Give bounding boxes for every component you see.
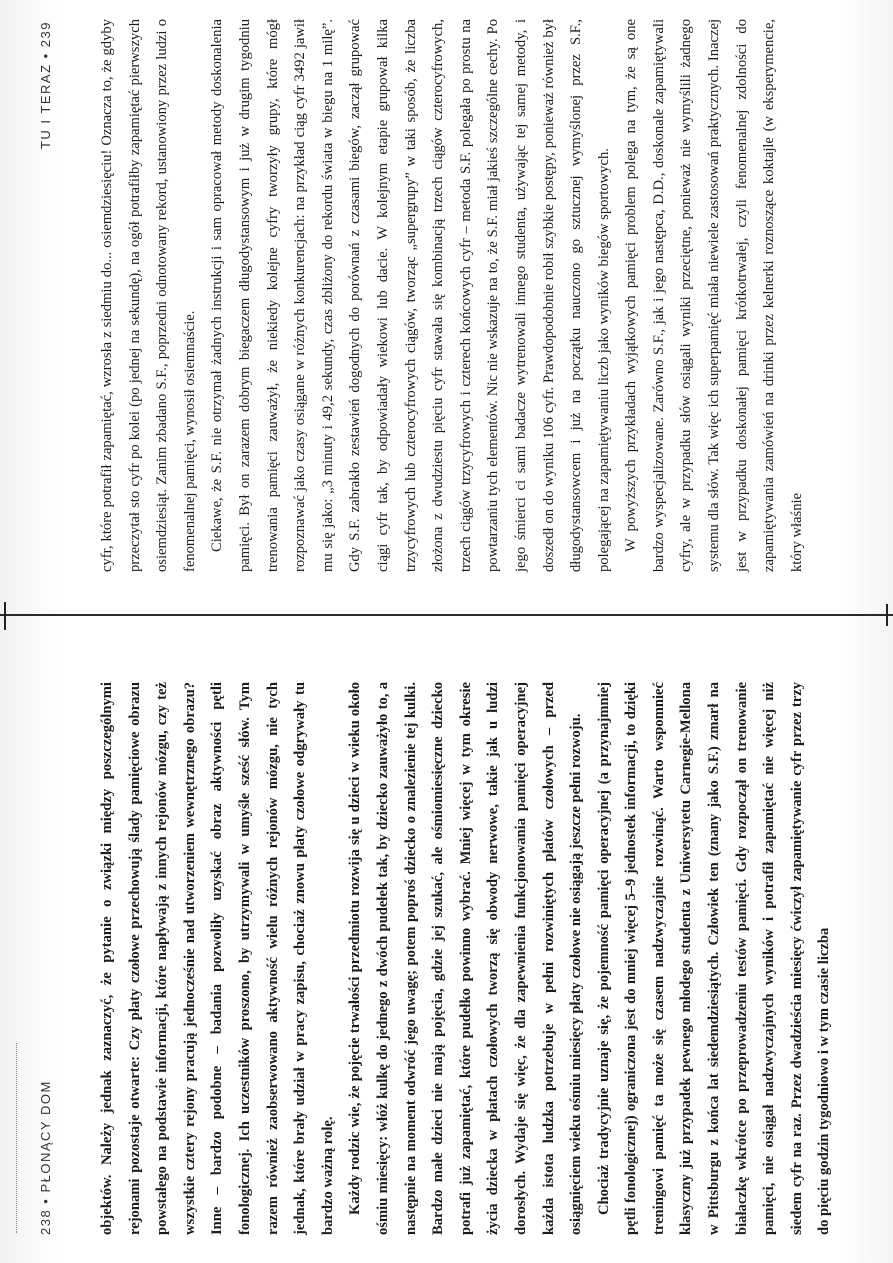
right-paragraph-3: W powyższych przykładach wyjątkowych pamięci problem polega na tym, że są one bardzo wyspecjalizowane. Zarówno S.F., jak i jego następca, D.D., doskonale zapamiętywali cyfry, ale w przypadku słów osiągali wyniki przeciętne, ponieważ nie wymyślili żadnego systemu dla słów. Tak więc ich superpamięć miała niewiele zastosowań praktycznych. Inaczej jest w przypadku doskonałej pamięci krótkotrwałej, czyli fenomenalnej zdolności do zapamiętywania zamówień na drinki przez kelnerki roznoszące koktajle (w eksperymencie, który właśnie <box>623 19 805 572</box>
left-page <box>0 632 893 1263</box>
right-paragraph-1: cyfr, które potrafił zapamiętać, wzrosła z siedmiu do... osiemdziesięciu! Oznacza to, że gdyby przeczytał sto cyfr po kolei (po jednej na sekundę), na ogół potrafiłby zapamiętać pierwszych osiemdziesiąt. Zanim zbadano S.F., poprzedni odnotowany rekord, ustanowiony przez ludzi o fenomenalnej pamięci, wynosił osiemnaście. <box>99 19 198 572</box>
left-paragraph-2: Każdy rodzic wie, że pojęcie trwałości przedmiotu rozwija się u dzieci w wieku około ośmiu miesięcy: włóż kulkę do jednego z dwóch pudełek tak, by dziecko zauważyło to, a następnie na moment odwróć jego uwagę; potem poproś dziecko o znalezienie tej kulki. Bardzo małe dzieci nie mają pojęcia, gdzie jej szukać, ale ośmiomiesięczne dziecko potrafi już zapamiętać, które pudełko powinno wybrać. Mniej więcej w tym okresie życia dziecka w płatach czołowych tworzą się obwody nerwowe, takie jak u ludzi dorosłych. Wydaje się więc, że dla zapewnienia funkcjonowania pamięci operacyjnej każda istota ludzka potrzebuje w pełni rozwiniętych płatów czołowych – przed osiągnięciem wieku ośmiu miesięcy płaty czołowe nie osiągają jeszcze pełni rozwoju. <box>347 682 585 1235</box>
left-running-head: 238 • PŁONĄCY DOM <box>38 1080 53 1235</box>
left-paragraph-3: Chociaż tradycyjnie uznaje się, że pojemność pamięci operacyjnej (a przynajmniej pętli fonologicznej) ograniczona jest do mniej więcej 5–9 jednostek informacji, to dzięki treningowi pamięć ta może się czasem nadzwyczajnie rozwinąć. Warto wspomnieć klasyczny już przypadek pewnego młodego studenta z Uniwersytetu Carnegie-Mellona w Pittsburgu z końca lat siedemdziesiątych. Człowiek ten (znany jako S.F.) zmarł na białaczkę wkrótce po przeprowadzeniu testów pamięci. Gdy rozpoczął on trenowanie pamięci, nie osiągał nadzwyczajnych wyników i potrafił zapamiętać nie więcej niż siedem cyfr na raz. Przez dwadzieścia miesięcy ćwiczył zapamiętywanie cyfr przez trzy do pięciu godzin tygodniowo i w tym czasie liczba <box>595 682 833 1235</box>
left-paragraph-1: objektów. Należy jednak zaznaczyć, że pytanie o związki między poszczególnymi rejonami pozostaje otwarte: Czy płaty czołowe przechowują ślady pamięciowe obrazu powstałego na podstawie informacji, które napływają z innych rejonów mózgu, czy też wszystkie cztery rejony pracują jednocześnie nad utworzeniem wewnętrznego obrazu? Inne – bardzo podobne – badania pozwoliły uzyskać obraz aktywności pętli fonologicznej. Ich uczestników proszono, by utrzymywali w umyśle sześć słów. Tym razem również zaobserwowano aktywność wielu różnych rejonów mózgu, nie tych jednak, które brały udział w pracy zapisu, chociaż znowu płaty czołowe odgrywały tu bardzo ważną rolę. <box>99 682 336 1235</box>
dotted-rule <box>16 1043 17 1233</box>
right-paragraph-2: Ciekawe, że S.F. nie otrzymał żadnych instrukcji i sam opracował metody doskonalenia pamięci. Był on zarazem dobrym biegaczem długodystansowym i już w drugim tygodniu trenowania pamięci zauważył, że niekiedy kolejne cyfry tworzyły grupy, które mógł rozpoznawać jako czasy osiągane w różnych konkurencjach: na przykład ciąg cyfr 3492 jawił mu się jako: „3 minuty i 49,2 sekundy, czas zbliżony do rekordu świata w biegu na 1 milę”. Gdy S.F. zabrakło zestawień dogodnych do porównań z czasami biegów, zaczął grupować ciągi cyfr tak, by odpowiadały wiekowi lub dacie. W kolejnym etapie grupował kilka trzycyfrowych lub czterocyfrowych ciągów, tworząc „supergrupy” w taki sposób, że liczba złożona z dwudziestu pięciu cyfr stawała się kombinacją trzech ciągów czterocyfrowych, trzech ciągów trzycyfrowych i czterech końcowych cyfr – metoda S.F. polegała po prostu na powtarzaniu tych elementów. Nic nie wskazuje na to, że S.F. miał jakieś szczególne cechy. Po jego śmierci ci sami badacze wytrenowali innego studenta, używając tej samej metody, i doszedł on do wyniku 106 cyfr. Prawdopodobnie robił szybkie postępy, ponieważ również był długodystansowcem i już na początku nauczono go sztucznej wymyślonej przez S.F., polegającej na zapamiętywaniu liczb jako wyników biegów sportowych. <box>209 19 612 572</box>
right-page-text <box>94 19 811 572</box>
left-page-text <box>94 682 839 1235</box>
right-running-head: TU I TERAZ • 239 <box>38 21 53 150</box>
